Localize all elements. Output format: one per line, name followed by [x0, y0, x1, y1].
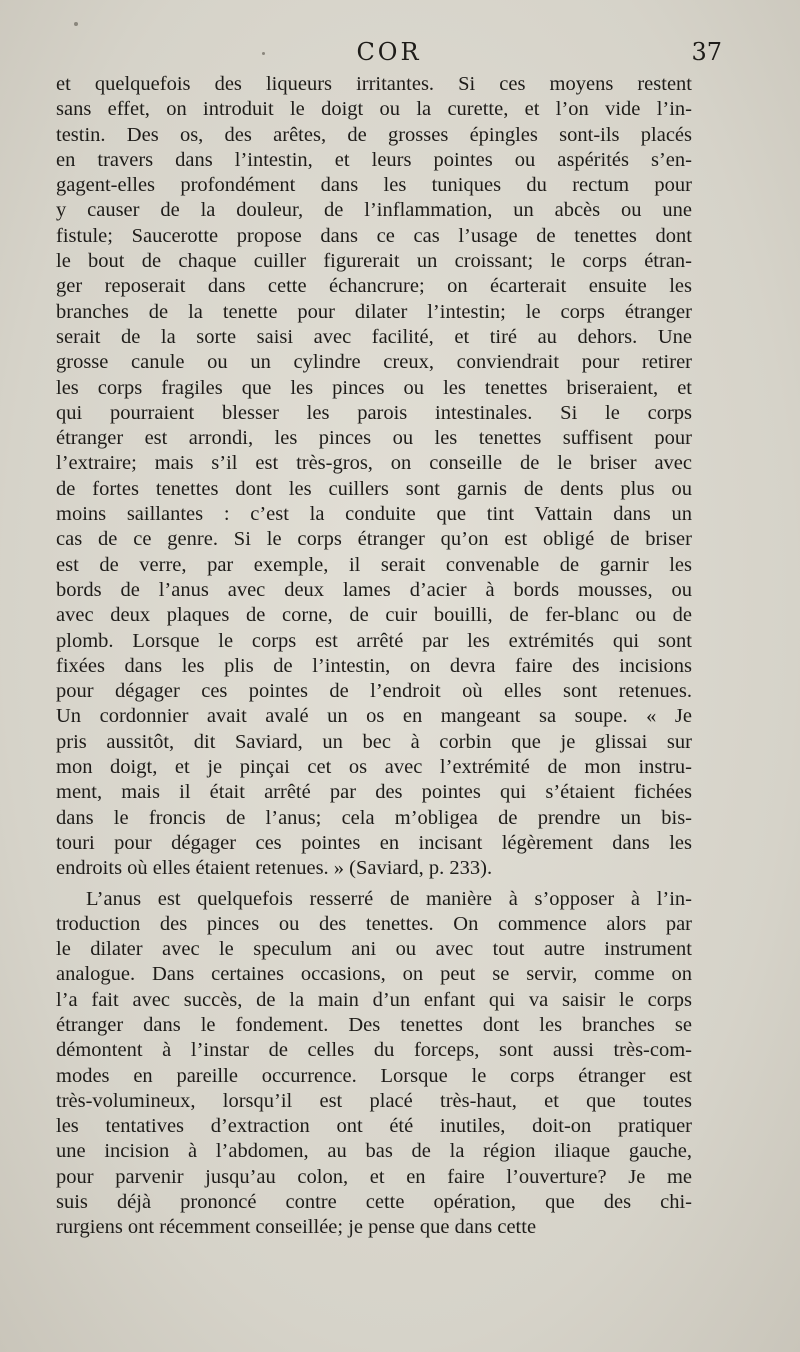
text-line: troduction des pinces ou des tenettes. On commence alors par: [56, 912, 692, 935]
text-line: mon doigt, et je pinçai cet os avec l’extrémité de mon instru-: [56, 756, 692, 779]
text-line: analogue. Dans certaines occasions, on peut se servir, comme on: [56, 963, 692, 986]
text-line: touri pour dégager ces pointes en incisant légèrement dans les: [56, 831, 692, 854]
text-line: l’extraire; mais s’il est très-gros, on conseille de le briser avec: [56, 452, 692, 475]
text-line: moins saillantes : c’est la conduite que tint Vattain dans un: [56, 503, 692, 526]
text-line: le bout de chaque cuiller figurerait un croissant; le corps étran-: [56, 250, 692, 273]
text-line: modes en pareille occurrence. Lorsque le corps étranger est: [56, 1064, 692, 1087]
text-line: démontent à l’instar de celles du forceps, sont aussi très-com-: [56, 1039, 692, 1062]
paragraph-1: [56, 72, 692, 882]
text-line: le dilater avec le speculum ani ou avec tout autre instrument: [56, 938, 692, 961]
text-line: et quelquefois des liqueurs irritantes. Si ces moyens restent: [56, 73, 692, 95]
text-line: est de verre, par exemple, il serait convenable de garnir les: [56, 553, 692, 576]
text-line: cas de ce genre. Si le corps étranger qu’on est obligé de briser: [56, 528, 692, 551]
text-line: suis déjà prononcé contre cette opération, que des chi-: [56, 1191, 692, 1214]
text-line: qui pourraient blesser les parois intestinales. Si le corps: [56, 401, 692, 424]
text-line: pris aussitôt, dit Saviard, un bec à corbin que je glissai sur: [56, 730, 692, 753]
text-line: ment, mais il était arrêté par des pointes qui s’étaient fichées: [56, 781, 692, 804]
text-line: pour dégager ces pointes de l’endroit où elles sont retenues.: [56, 680, 692, 703]
text-line: les tentatives d’extraction ont été inutiles, doit-on pratiquer: [56, 1115, 692, 1138]
text-line: avec deux plaques de corne, de cuir bouilli, de fer-blanc ou de: [56, 604, 692, 627]
text-line: l’a fait avec succès, de la main d’un enfant qui va saisir le corps: [56, 988, 692, 1011]
text-line: pour parvenir jusqu’au colon, et en faire l’ouverture? Je me: [56, 1165, 692, 1188]
text-line: très-volumineux, lorsqu’il est placé très-haut, et que toutes: [56, 1089, 692, 1112]
text-line: y causer de la douleur, de l’inflammation, un abcès ou une: [56, 199, 692, 222]
text-line: fixées dans les plis de l’intestin, on devra faire des incisions: [56, 654, 692, 677]
speck-mark: [74, 22, 78, 26]
text-line: les corps fragiles que les pinces ou les tenettes briseraient, et: [56, 376, 692, 399]
text-line: plomb. Lorsque le corps est arrêté par les extrémités qui sont: [56, 629, 692, 652]
text-line: bords de l’anus avec deux lames d’acier à bords mousses, ou: [56, 578, 692, 601]
page-number: 37: [691, 38, 722, 66]
speck-mark: [262, 52, 265, 55]
text-line: testin. Des os, des arêtes, de grosses épingles sont-ils placés: [56, 123, 692, 146]
text-line: endroits où elles étaient retenues. » (Saviard, p. 233).: [56, 857, 493, 880]
paragraph-2: [56, 887, 692, 1241]
text-line: une incision à l’abdomen, au bas de la région iliaque gauche,: [56, 1140, 692, 1163]
text-line: rurgiens ont récemment conseillée; je pense que dans cette: [56, 1216, 537, 1239]
text-line: L’anus est quelquefois resserré de manière à s’opposer à l’in-: [86, 887, 692, 910]
text-line: Un cordonnier avait avalé un os en mangeant sa soupe. « Je: [56, 705, 692, 728]
text-line: fistule; Saucerotte propose dans ce cas l’usage de tenettes dont: [56, 224, 692, 247]
text-line: sans effet, on introduit le doigt ou la curette, et l’on vide l’in-: [56, 98, 692, 121]
text-line: gagent-elles profondément dans les tuniques du rectum pour: [56, 174, 692, 197]
text-line: branches de la tenette pour dilater l’intestin; le corps étranger: [56, 300, 692, 323]
page-header: [56, 38, 722, 72]
body-text: [56, 72, 692, 1241]
text-line: de fortes tenettes dont les cuillers sont garnis de dents plus ou: [56, 477, 692, 500]
running-head: COR: [356, 38, 422, 66]
text-line: étranger est arrondi, les pinces ou les tenettes suffisent pour: [56, 427, 692, 450]
text-line: étranger dans le fondement. Des tenettes dont les branches se: [56, 1013, 692, 1036]
text-line: grosse canule ou un cylindre creux, conviendrait pour retirer: [56, 351, 692, 374]
text-line: serait de la sorte saisi avec facilité, et tiré au dehors. Une: [56, 325, 692, 348]
text-line: dans le froncis de l’anus; cela m’obligea de prendre un bis-: [56, 806, 692, 829]
text-line: en travers dans l’intestin, et leurs pointes ou aspérités s’en-: [56, 148, 692, 171]
text-line: ger reposerait dans cette échancrure; on écarterait ensuite les: [56, 275, 692, 298]
